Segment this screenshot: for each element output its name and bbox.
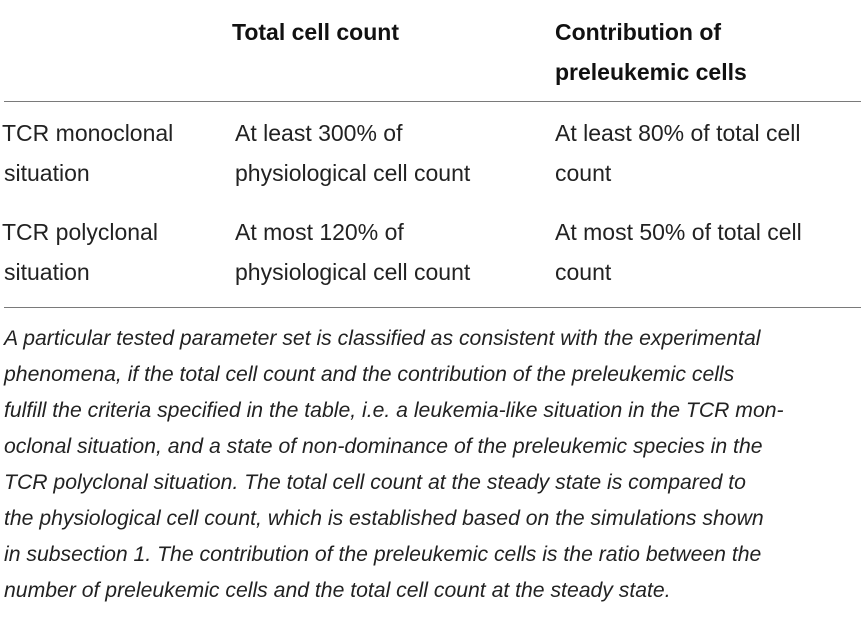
caption-line: fulfill the criteria specified in the table, i.e. a leukemia-like situation in the TCR mon- (4, 399, 784, 422)
header-contribution-preleukemic (555, 12, 855, 92)
row-label-tcr-monoclonal (2, 113, 222, 193)
caption-line: TCR polyclonal situation. The total cell count at the steady state is compared to (4, 471, 746, 494)
row1-contrib-line1: At least 80% of total cell (555, 120, 801, 146)
row2-contrib-line1: At most 50% of total cell (555, 219, 802, 245)
row2-total-line1: At most 120% of (235, 219, 404, 245)
header-total-cell-count-text: Total cell count (232, 19, 399, 45)
row2-label-line2: situation (4, 259, 90, 285)
row1-total-cell-count (235, 113, 535, 193)
row2-label-line1: TCR polyclonal (2, 219, 158, 245)
row2-total-cell-count (235, 212, 535, 292)
header-total-cell-count (232, 12, 532, 52)
header-contribution-line2: preleukemic cells (555, 59, 747, 85)
header-contribution-line1: Contribution of (555, 19, 722, 45)
caption-line: number of preleukemic cells and the total cell count at the steady state. (4, 579, 671, 602)
caption-line: oclonal situation, and a state of non-dominance of the preleukemic species in the (4, 435, 763, 458)
row2-contribution (555, 212, 855, 292)
caption-line: A particular tested parameter set is classified as consistent with the experimental (4, 327, 761, 350)
caption-line: phenomena, if the total cell count and the contribution of the preleukemic cells (4, 363, 735, 386)
caption-line: the physiological cell count, which is established based on the simulations shown (4, 507, 764, 530)
row1-total-line2: physiological cell count (235, 160, 471, 186)
row1-label-line2: situation (4, 160, 90, 186)
row-label-tcr-polyclonal (2, 212, 222, 292)
row1-contribution (555, 113, 855, 193)
caption-line: in subsection 1. The contribution of the preleukemic cells is the ratio between the (4, 543, 762, 566)
row2-total-line2: physiological cell count (235, 259, 471, 285)
header-divider (4, 101, 861, 102)
row1-total-line1: At least 300% of (235, 120, 403, 146)
table-bottom-divider (4, 307, 861, 308)
row1-label-line1: TCR monoclonal (2, 120, 174, 146)
table-caption (4, 321, 860, 609)
row1-contrib-line2: count (555, 160, 612, 186)
row2-contrib-line2: count (555, 259, 612, 285)
